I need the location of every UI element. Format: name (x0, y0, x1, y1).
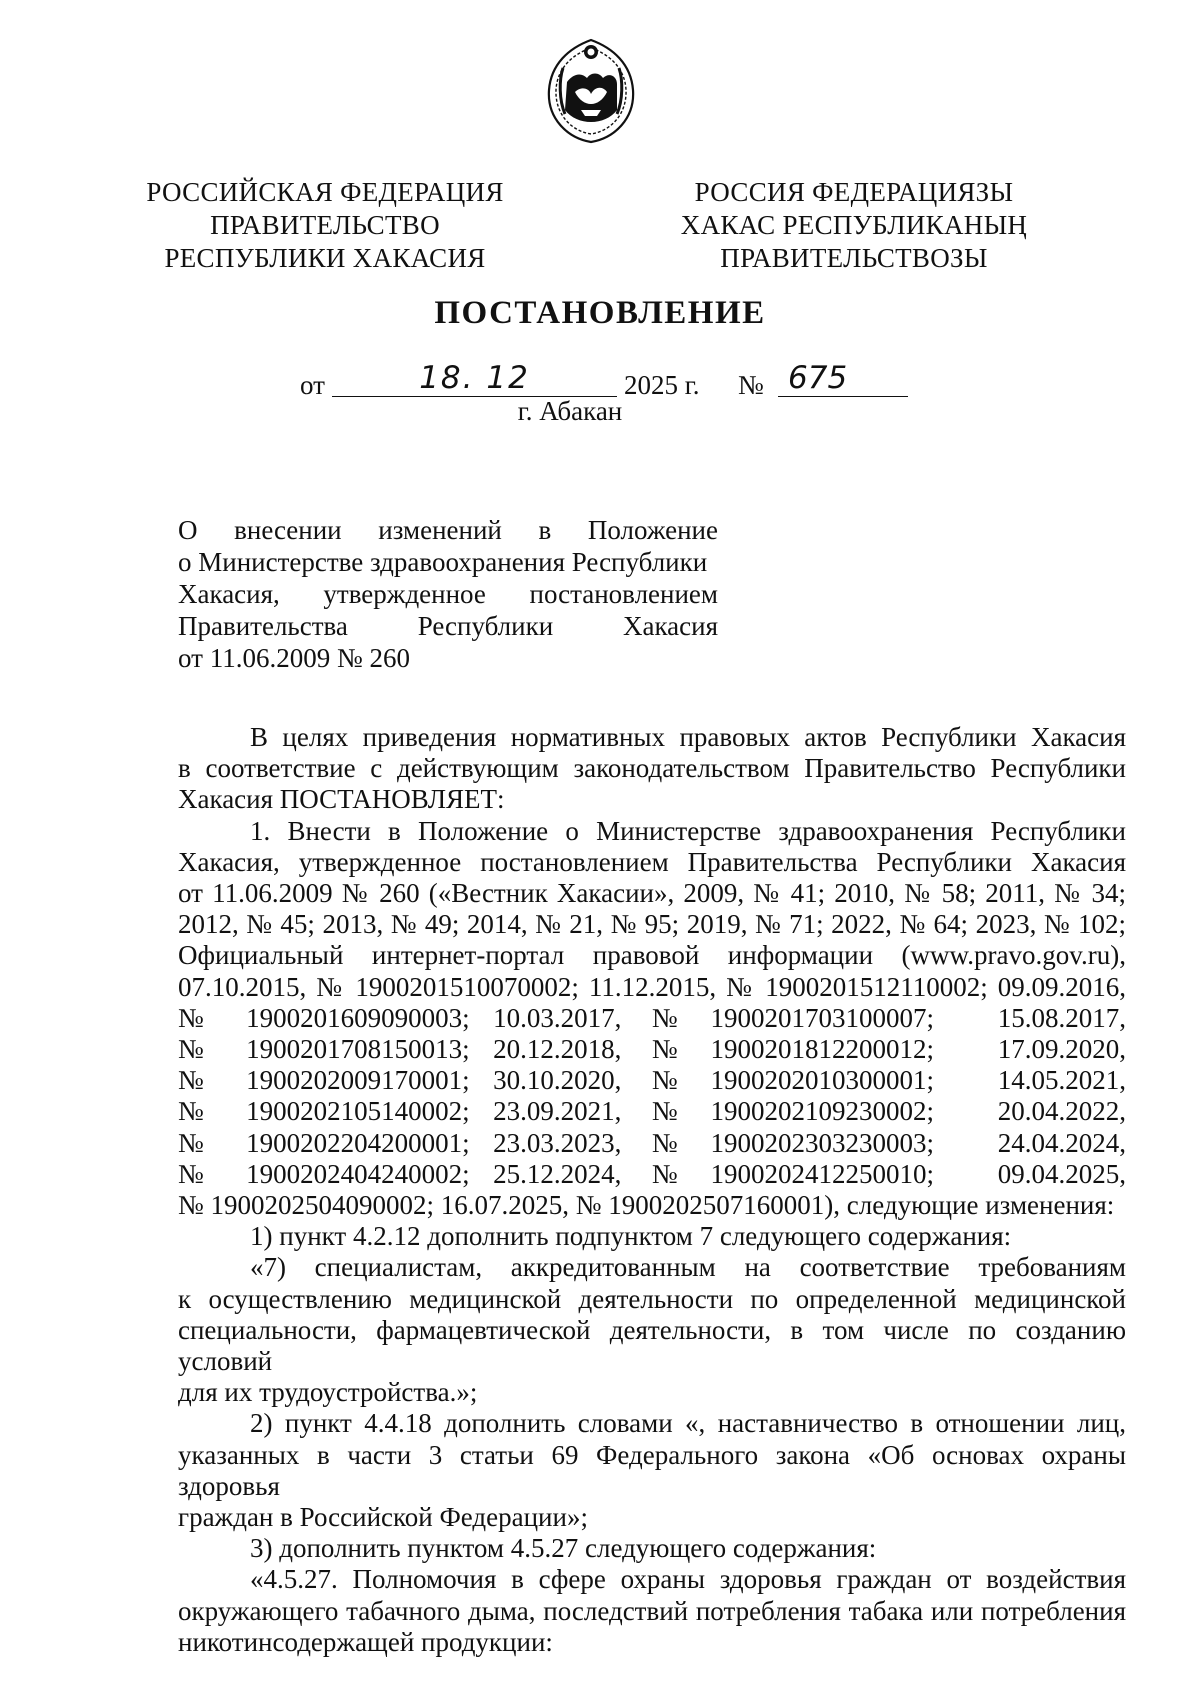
registry-date: 20.04.2022, (997, 1096, 1126, 1127)
registry-row (178, 1096, 1126, 1127)
body-line: 1. Внести в Положение о Министерстве здравоохранения Республики (250, 815, 1126, 846)
document-title: ПОСТАНОВЛЕНИЕ (434, 295, 766, 331)
document-body (178, 722, 1126, 1658)
registry-date: 24.04.2024, (997, 1127, 1126, 1158)
date-prefix: от (300, 370, 325, 400)
registry-no-sign: № (651, 1096, 678, 1127)
registry-number: 1900202010300001; (710, 1065, 934, 1096)
registry-no-sign: № (651, 1127, 678, 1158)
city: г. Абакан (517, 396, 623, 426)
registry-number: 1900202204200001; (246, 1127, 470, 1158)
body-line: указанных в части 3 статьи 69 Федерального закона «Об основах охраны здоровья (178, 1439, 1126, 1501)
date-year: 2025 г. (624, 370, 700, 400)
subject-line: О внесении изменений в Положение (178, 515, 718, 545)
body-line: 3) дополнить пунктом 4.5.27 следующего содержания: (250, 1533, 877, 1564)
registry-no-sign: № (178, 1127, 204, 1158)
body-line: к осуществлению медицинской деятельности по определенной медицинской (178, 1283, 1126, 1314)
registry-number: 1900201812200012; (710, 1034, 934, 1065)
body-line: Хакасия ПОСТАНОВЛЯЕТ: (178, 784, 505, 815)
registry-no-sign: № (178, 1158, 204, 1189)
registry-number: 1900201703100007; (710, 1002, 934, 1033)
registry-number: 1900201609090003; (246, 1002, 470, 1033)
registry-number: 1900202109230002; (710, 1096, 934, 1127)
body-line: никотинсодержащей продукции: (178, 1626, 553, 1657)
header-left (140, 176, 510, 275)
registry-no-sign: № (651, 1065, 678, 1096)
body-line: «4.5.27. Полномочия в сфере охраны здоровья граждан от воздействия (250, 1564, 1126, 1595)
subject-line: о Министерстве здравоохранения Республики (178, 547, 708, 577)
registry-date: 23.09.2021, (493, 1096, 622, 1127)
registry-row (178, 1159, 1126, 1190)
registry-date: 09.04.2025, (997, 1158, 1126, 1189)
registry-no-sign: № (651, 1034, 678, 1065)
body-line: В целях приведения нормативных правовых актов Республики Хакасия (250, 722, 1126, 752)
handwritten-date: 18. 12 (332, 360, 617, 397)
body-line: окружающего табачного дыма, последствий потребления табака или потребления (178, 1595, 1126, 1626)
registry-date: 17.09.2020, (997, 1034, 1126, 1065)
registry-row (178, 1128, 1126, 1159)
header-right-line: ХАКАС РЕСПУБЛИКАНЫҢ (680, 210, 1028, 240)
header-right-line: РОССИЯ ФЕДЕРАЦИЯЗЫ (694, 177, 1014, 207)
body-line: 1) пункт 4.2.12 дополнить подпунктом 7 следующего содержания: (250, 1221, 1012, 1252)
registry-date: 20.12.2018, (493, 1034, 622, 1065)
registry-date: 10.03.2017, (493, 1002, 622, 1033)
subject-block (178, 514, 718, 674)
registry-no-sign: № (178, 1034, 204, 1065)
registry-number: 1900202009170001; (246, 1065, 470, 1096)
body-line: граждан в Российской Федерации»; (178, 1502, 588, 1533)
registry-row (178, 1065, 1126, 1096)
registry-numbers-table (178, 1003, 1126, 1190)
body-line: Хакасия, утвержденное постановлением Правительства Республики Хакасия (178, 846, 1126, 877)
subject-line: Хакасия, утвержденное постановлением (178, 579, 718, 609)
registry-number: 1900201708150013; (246, 1034, 470, 1065)
registry-date: 30.10.2020, (493, 1065, 622, 1096)
number-label: № (738, 370, 764, 400)
registry-number: 1900202412250010; (710, 1158, 934, 1189)
body-line: для их трудоустройства.»; (178, 1377, 478, 1408)
registry-date: 23.03.2023, (493, 1127, 622, 1158)
body-line: № 1900202504090002; 16.07.2025, № 1900202507160001), следующие изменения: (178, 1190, 1115, 1221)
body-line: в соответствие с действующим законодательством Правительство Республики (178, 753, 1126, 784)
body-line: Официальный интернет-портал правовой информации (www.pravo.gov.ru), (178, 940, 1126, 971)
registry-row (178, 1034, 1126, 1065)
header-right (674, 176, 1034, 275)
header-left-line: РЕСПУБЛИКИ ХАКАСИЯ (164, 243, 486, 273)
registry-date: 25.12.2024, (493, 1158, 622, 1189)
header-left-line: РОССИЙСКАЯ ФЕДЕРАЦИЯ (146, 177, 504, 207)
header-left-line: ПРАВИТЕЛЬСТВО (210, 210, 440, 240)
registry-no-sign: № (651, 1002, 678, 1033)
registry-number: 1900202303230003; (710, 1127, 934, 1158)
registry-number: 1900202105140002; (246, 1096, 470, 1127)
subject-line: от 11.06.2009 № 260 (178, 643, 410, 673)
body-line: 07.10.2015, № 1900201510070002; 11.12.2015, № 1900201512110002; 09.09.2016, (178, 971, 1126, 1002)
registry-date: 15.08.2017, (997, 1002, 1126, 1033)
registry-number: 1900202404240002; (246, 1158, 470, 1189)
registry-no-sign: № (178, 1065, 204, 1096)
registry-no-sign: № (651, 1158, 678, 1189)
date-number-line (300, 360, 940, 400)
registry-date: 14.05.2021, (997, 1065, 1126, 1096)
handwritten-number: 675 (778, 360, 908, 397)
registry-no-sign: № (178, 1096, 204, 1127)
body-line: 2012, № 45; 2013, № 49; 2014, № 21, № 95; 2019, № 71; 2022, № 64; 2023, № 102; (178, 909, 1126, 940)
body-line: от 11.06.2009 № 260 («Вестник Хакасии», 2009, № 41; 2010, № 58; 2011, № 34; (178, 878, 1126, 909)
registry-no-sign: № (178, 1002, 204, 1033)
header-right-line: ПРАВИТЕЛЬСТВОЗЫ (720, 243, 988, 273)
coat-of-arms-icon (541, 34, 641, 146)
body-line: 2) пункт 4.4.18 дополнить словами «, наставничество в отношении лиц, (250, 1408, 1126, 1439)
subject-line: Правительства Республики Хакасия (178, 611, 718, 641)
body-line: «7) специалистам, аккредитованным на соответствие требованиям (250, 1252, 1126, 1283)
body-line: специальности, фармацевтической деятельности, в том числе по созданию условий (178, 1314, 1126, 1377)
registry-row (178, 1003, 1126, 1034)
